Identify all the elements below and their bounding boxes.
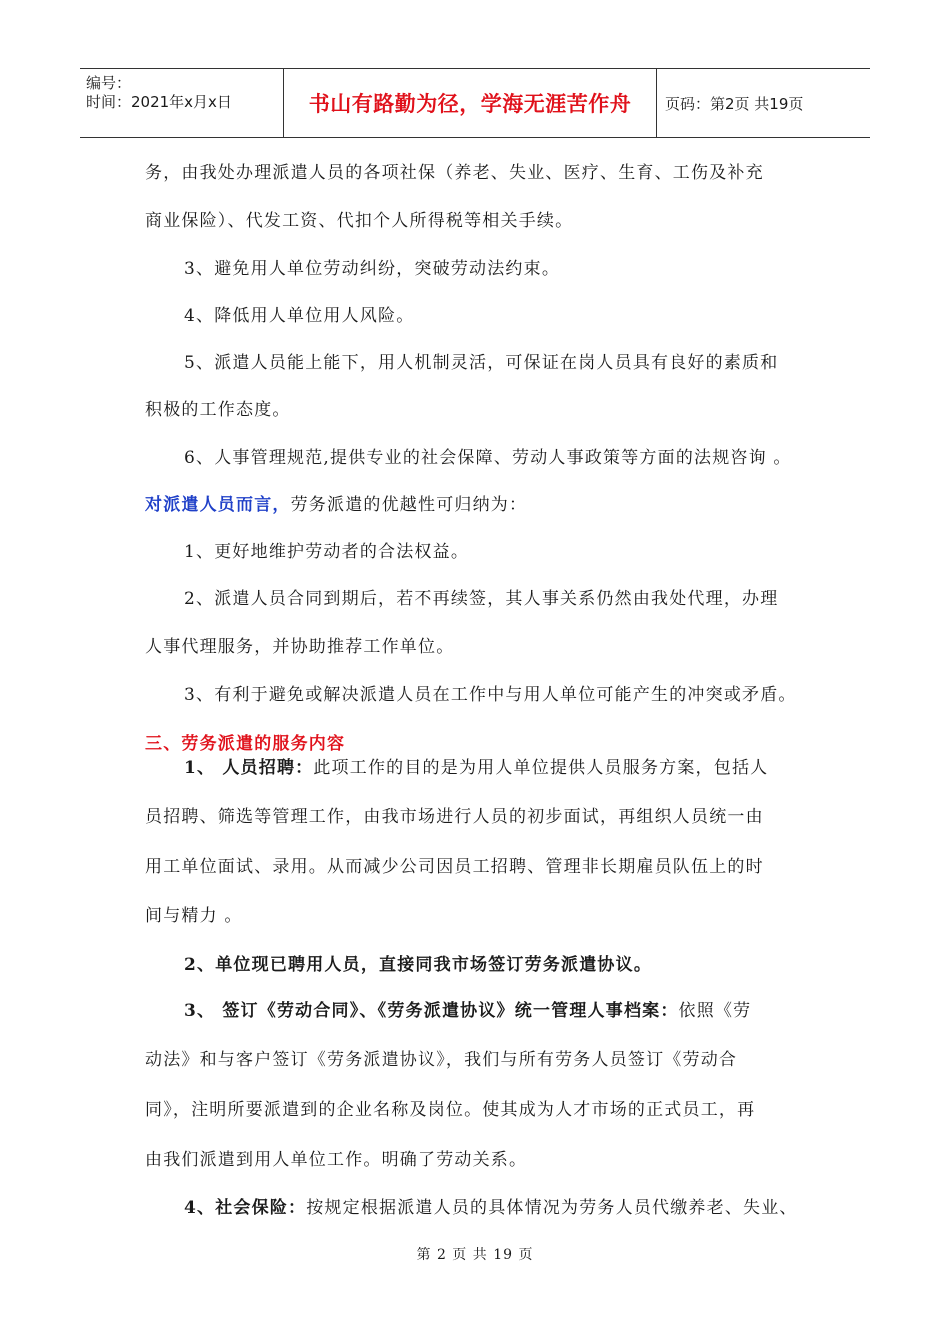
paragraph-line: 动法》和与客户签订《劳务派遣协议》，我们与所有劳务人员签订《劳动合 — [145, 1050, 738, 1070]
paragraph-line — [145, 494, 527, 516]
list-item: 5、派遣人员能上能下，用人机制灵活，可保证在岗人员具有良好的素质和 — [184, 353, 779, 373]
item-text: 依照《劳 — [678, 1001, 752, 1021]
list-item: 6、人事管理规范,提供专业的社会保障、劳动人事政策等方面的法规咨询 。 — [184, 448, 792, 468]
item-text: 此项工作的目的是为用人单位提供人员服务方案，包括人 — [313, 758, 769, 778]
list-item — [184, 757, 768, 779]
header-page-info — [657, 69, 870, 137]
section-heading: 三、劳务派遣的服务内容 — [145, 734, 346, 754]
list-item: 3、有利于避免或解决派遣人员在工作中与用人单位可能产生的冲突或矛盾。 — [184, 685, 797, 705]
header-meta — [80, 69, 284, 137]
item-title: 3、 签订《劳动合同》、《劳务派遣协议》统一管理人事档案： — [184, 1001, 679, 1021]
paragraph-line: 用工单位面试、录用。从而减少公司因员工招聘、管理非长期雇员队伍上的时 — [145, 857, 764, 877]
paragraph-line: 员招聘、筛选等管理工作，由我市场进行人员的初步面试，再组织人员统一由 — [145, 807, 764, 827]
page-footer: 第 2 页 共 19 页 — [416, 1247, 534, 1263]
doc-time-label: 时间：2021年x月x日 — [86, 93, 232, 111]
page-info-text: 页码：第2页 共19页 — [665, 94, 804, 113]
list-item — [184, 1000, 751, 1022]
item-title: 1、 人员招聘： — [184, 758, 314, 778]
list-item: 4、降低用人单位用人风险。 — [184, 306, 415, 326]
page-header — [80, 68, 870, 138]
paragraph-text: 劳务派遣的优越性可归纳为： — [290, 495, 528, 515]
header-motto: 书山有路勤为径，学海无涯苦作舟 — [308, 92, 632, 116]
item-text: 按规定根据派遣人员的具体情况为劳务人员代缴养老、失业、 — [306, 1198, 798, 1218]
paragraph-line: 人事代理服务，并协助推荐工作单位。 — [145, 637, 455, 657]
list-item: 3、避免用人单位劳动纠纷，突破劳动法约束。 — [184, 259, 561, 279]
list-item: 1、更好地维护劳动者的合法权益。 — [184, 542, 470, 562]
paragraph-line: 务，由我处办理派遣人员的各项社保（养老、失业、医疗、生育、工伤及补充 — [145, 163, 764, 183]
paragraph-line: 商业保险）、代发工资、代扣个人所得税等相关手续。 — [145, 211, 574, 231]
header-motto-cell — [284, 69, 657, 137]
paragraph-line: 积极的工作态度。 — [145, 400, 291, 420]
emphasis-heading: 对派遣人员而言， — [145, 495, 291, 515]
doc-number-label: 编号： — [86, 74, 132, 92]
paragraph-line: 同》，注明所要派遣到的企业名称及岗位。使其成为人才市场的正式员工，再 — [145, 1100, 756, 1120]
paragraph-line: 由我们派遣到用人单位工作。明确了劳动关系。 — [145, 1150, 528, 1170]
list-item: 2、单位现已聘用人员，直接同我市场签订劳务派遣协议。 — [184, 955, 653, 975]
list-item — [184, 1197, 798, 1219]
paragraph-line: 间与精力 。 — [145, 906, 243, 926]
list-item: 2、派遣人员合同到期后，若不再续签，其人事关系仍然由我处代理，办理 — [184, 589, 779, 609]
item-title: 4、社会保险： — [184, 1198, 307, 1218]
